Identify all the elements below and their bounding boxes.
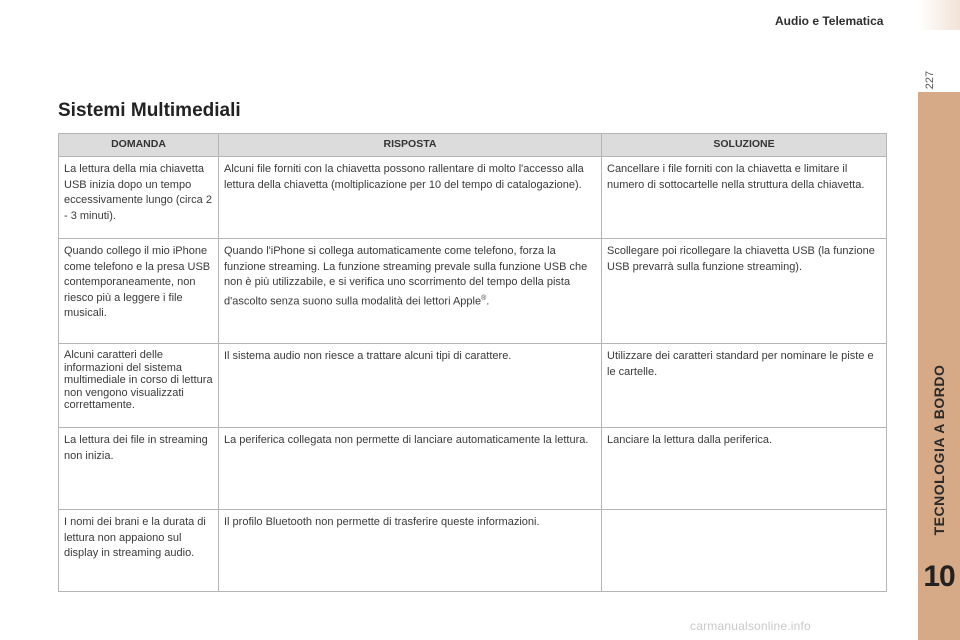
answer-cell: Alcuni file forniti con la chiavetta possono rallentare di molto l'accesso alla lettura della chiavetta (moltiplicazione per 10 del tempo di catalogazione). — [219, 157, 602, 239]
question-cell: Alcuni caratteri delle informazioni del sistema multimediale in corso di lettura non vengono visualizzati correttamente. — [59, 344, 219, 428]
solution-cell: Cancellare i file forniti con la chiavetta e limitare il numero di sottocartelle nella struttura della chiavetta. — [602, 157, 887, 239]
answer-text: Quando l'iPhone si collega automaticamente come telefono, forza la funzione streaming. La funzione streaming prevale sulla funzione USB che non è più utilizzabile, e si verifica uno scorrimento del tempo della pista d'ascolto senza suono sulla modalità dei lettori Apple — [224, 245, 588, 308]
chapter-label: TECNOLOGIA A BORDO — [931, 364, 947, 536]
question-cell: La lettura della mia chiavetta USB inizia dopo un tempo eccessivamente lungo (circa 2 - 3 minuti). — [59, 157, 219, 239]
question-cell: Quando collego il mio iPhone come telefono e la presa USB contemporaneamente, non riesco più a leggere i file musicali. — [59, 239, 219, 344]
watermark: carmanualsonline.info — [690, 619, 811, 633]
question-cell: La lettura dei file in streaming non inizia. — [59, 428, 219, 510]
registered-mark: ® — [481, 294, 487, 302]
solution-cell: Scollegare poi ricollegare la chiavetta USB (la funzione USB prevarrà sulla funzione streaming). — [602, 239, 887, 344]
answer-cell: La periferica collegata non permette di lanciare automaticamente la lettura. — [219, 428, 602, 510]
solution-cell: Lanciare la lettura dalla periferica. — [602, 428, 887, 510]
section-title: Sistemi Multimediali — [58, 100, 241, 121]
table-header-row — [59, 134, 887, 157]
page-number: 227 — [924, 70, 936, 90]
faq-table — [58, 133, 887, 592]
table-row — [59, 428, 887, 510]
table-row — [59, 157, 887, 239]
solution-cell — [602, 510, 887, 592]
column-header-answer: RISPOSTA — [219, 134, 602, 157]
page-header-title: Audio e Telematica — [775, 14, 884, 28]
question-cell: I nomi dei brani e la durata di lettura non appaiono sul display in streaming audio. — [59, 510, 219, 592]
answer-cell: Il profilo Bluetooth non permette di trasferire queste informazioni. — [219, 510, 602, 592]
answer-cell — [219, 239, 602, 344]
answer-cell: Il sistema audio non riesce a trattare alcuni tipi di carattere. — [219, 344, 602, 428]
table-row — [59, 344, 887, 428]
table-row — [59, 510, 887, 592]
chapter-number: 10 — [923, 560, 955, 593]
header-accent — [918, 0, 960, 30]
column-header-solution: SOLUZIONE — [602, 134, 887, 157]
table-row — [59, 239, 887, 344]
solution-cell: Utilizzare dei caratteri standard per nominare le piste e le cartelle. — [602, 344, 887, 428]
answer-end: . — [486, 295, 490, 308]
column-header-question: DOMANDA — [59, 134, 219, 157]
